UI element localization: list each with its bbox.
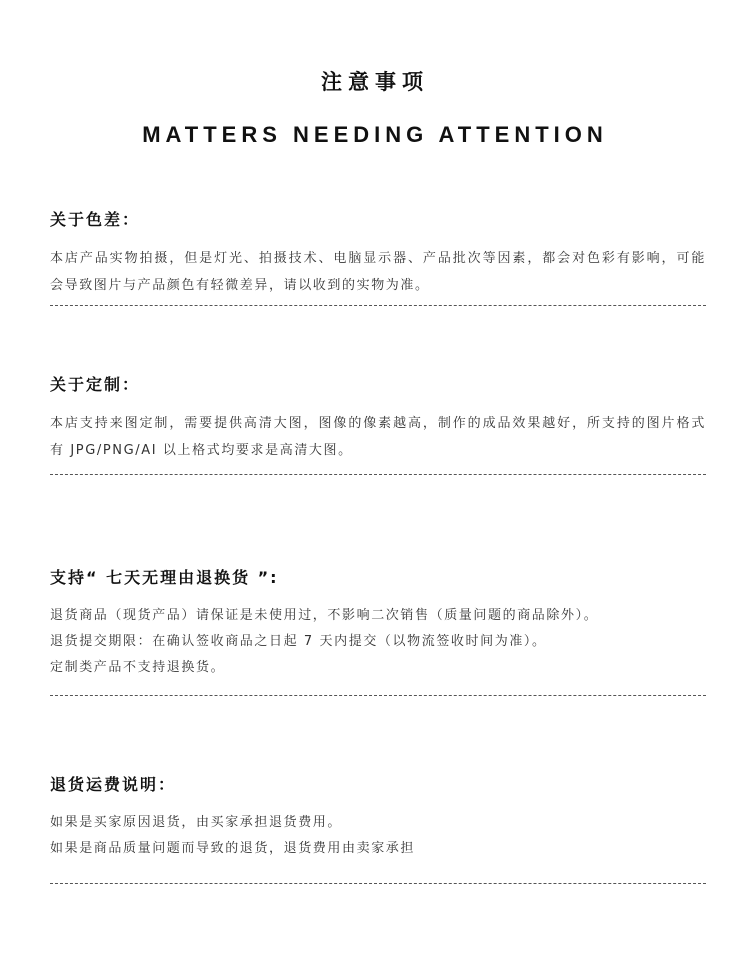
section-divider (50, 305, 706, 306)
section-divider (50, 695, 706, 696)
section-line: 退货提交期限：在确认签收商品之日起 7 天内提交（以物流签收时间为准）。 (50, 634, 547, 649)
section-line: 定制类产品不支持退换货。 (50, 660, 226, 675)
section-customization (50, 374, 706, 464)
section-line: 如果是商品质量问题而导致的退货，退货费用由卖家承担 (50, 841, 416, 856)
section-heading: 关于色差： (50, 210, 141, 229)
section-divider (50, 474, 706, 475)
section-paragraph: 本店产品实物拍摄，但是灯光、拍摄技术、电脑显示器、产品批次等因素，都会对色彩有影响，可能会导致图片与产品颜色有轻微差异，请以收到的实物为准。 (50, 251, 706, 293)
section-color-difference (50, 209, 706, 299)
section-paragraph: 本店支持来图定制，需要提供高清大图，图像的像素越高，制作的成品效果越好，所支持的图片格式有 JPG/PNG/AI 以上格式均要求是高清大图。 (50, 416, 706, 458)
section-heading: 退货运费说明： (50, 775, 177, 794)
section-divider (50, 883, 706, 884)
page-title: 注意事项 (321, 70, 429, 94)
section-line: 退货商品（现货产品）请保证是未使用过，不影响二次销售（质量问题的商品除外）。 (50, 608, 599, 623)
section-return-shipping (50, 774, 706, 862)
page-subtitle: MATTERS NEEDING ATTENTION (142, 122, 608, 147)
section-seven-day-returns (50, 567, 706, 681)
section-line: 如果是买家原因退货，由买家承担退货费用。 (50, 815, 343, 830)
section-heading: 关于定制： (50, 375, 141, 394)
section-heading: 支持“ 七天无理由退换货 ”: (50, 568, 279, 587)
